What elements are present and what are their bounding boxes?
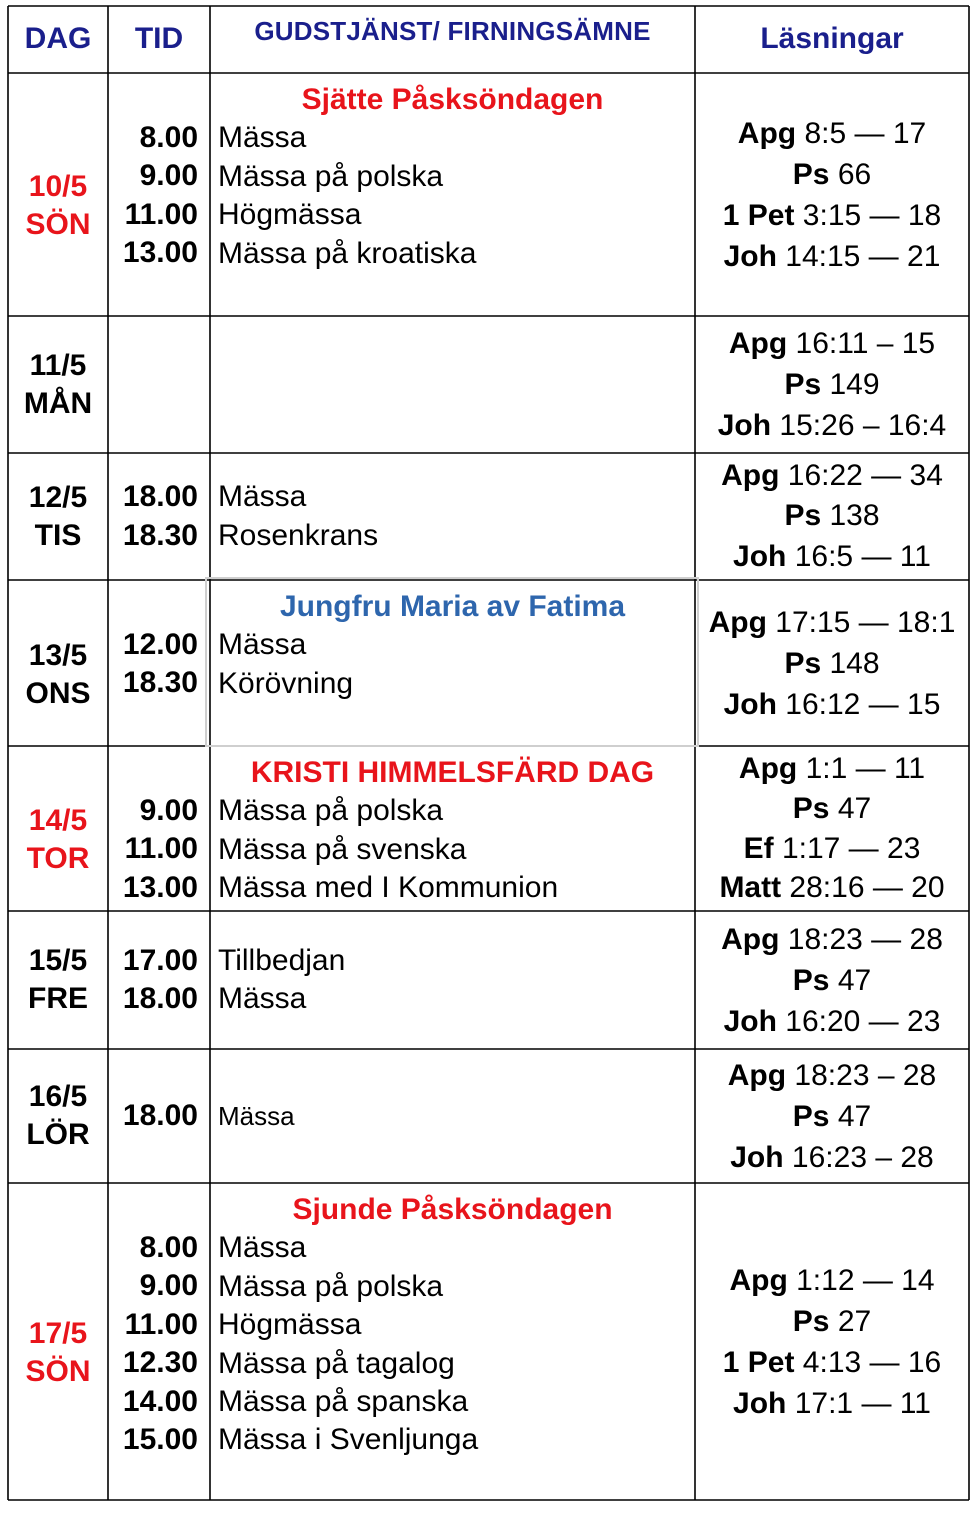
reading-line [739, 749, 925, 789]
day-weekday: FRE [28, 982, 88, 1015]
day-weekday: TIS [34, 518, 82, 552]
service-name: Mässa på kroatiska [218, 236, 477, 270]
service-time: 13.00 [122, 236, 198, 270]
reading-line [724, 236, 941, 277]
service-name: Mässa på polska [218, 1269, 444, 1303]
reading-ref: 16:20 — 23 [776, 1004, 941, 1038]
feast-title: Sjätte Påsksöndagen [301, 83, 604, 116]
service-time: 18.30 [122, 666, 198, 700]
reading-line [721, 456, 943, 496]
reading-line [793, 154, 871, 195]
day-date: 14/5 [28, 804, 88, 837]
reading-book: 1 Pet [722, 1345, 795, 1379]
reading-ref: 149 [821, 368, 880, 401]
readings-cell [695, 453, 969, 580]
day-date: 16/5 [28, 1080, 88, 1113]
service-time: 8.00 [139, 121, 198, 154]
reading-book: Apg [737, 116, 797, 150]
reading-book: Apg [721, 922, 780, 956]
reading-book: Ps [792, 1099, 830, 1133]
header-tid: TID [134, 22, 184, 55]
reading-ref: 1:17 — 23 [773, 831, 921, 865]
reading-book: Ps [792, 963, 830, 997]
reading-line [793, 789, 871, 829]
reading-book: Ps [784, 646, 822, 680]
reading-ref: 17:15 — 18:1 [766, 605, 956, 639]
time-cell [108, 911, 210, 1049]
service-time: 12.00 [122, 628, 198, 661]
day-cell [8, 96, 108, 316]
day-weekday: TOR [26, 842, 90, 875]
service-name: Körövning [218, 666, 354, 700]
header-lasningar: Läsningar [760, 22, 904, 55]
reading-line [719, 868, 944, 908]
reading-ref: 148 [821, 646, 880, 680]
reading-line [733, 537, 931, 577]
service-cell [210, 81, 695, 316]
reading-book: Ef [743, 831, 774, 865]
time-cell [108, 119, 210, 316]
reading-ref: 1:12 — 14 [787, 1263, 935, 1297]
service-name: Mässa på polska [218, 794, 444, 828]
reading-book: Ps [792, 157, 830, 191]
reading-ref: 27 [829, 1304, 872, 1338]
reading-book: Joh [723, 687, 777, 721]
reading-line [723, 195, 941, 236]
reading-book: Apg [738, 752, 798, 785]
service-name: Mässa på tagalog [218, 1346, 455, 1380]
readings-cell [695, 1183, 969, 1500]
day-date: 13/5 [28, 638, 88, 672]
service-time: 18.00 [122, 480, 198, 514]
readings-cell [695, 746, 969, 911]
reading-ref: 47 [829, 1099, 872, 1133]
service-time: 17.00 [122, 943, 198, 977]
service-name: Tillbedjan [218, 943, 346, 977]
feast-title: KRISTI HIMMELSFÄRD DAG [250, 756, 655, 789]
header-gudstjanst: GUDSTJÄNST/ FIRNINGSÄMNE [254, 15, 651, 46]
feast-title: Jungfru Maria av Fatima [279, 590, 626, 623]
day-cell [8, 769, 108, 911]
service-time: 18.30 [122, 518, 198, 552]
service-name: Mässa [218, 480, 307, 514]
day-date: 15/5 [28, 944, 88, 977]
feast-title: Sjunde Påsksöndagen [292, 1193, 613, 1226]
readings-cell [695, 73, 969, 316]
readings-cell [695, 911, 969, 1049]
day-weekday: SÖN [25, 208, 91, 241]
reading-ref: 16:22 — 34 [779, 459, 943, 492]
reading-ref: 16:23 – 28 [783, 1140, 934, 1174]
service-time: 11.00 [124, 1307, 198, 1341]
service-cell [210, 316, 695, 453]
reading-book: Apg [727, 1058, 787, 1092]
day-weekday: SÖN [25, 1355, 91, 1388]
readings-cell [695, 316, 969, 453]
time-cell [108, 316, 210, 453]
service-time: 11.00 [124, 832, 198, 866]
service-name: Mässa på spanska [218, 1385, 469, 1419]
service-cell [210, 1049, 695, 1183]
reading-ref: 18:23 — 28 [779, 922, 943, 956]
service-name: Mässa på svenska [218, 832, 467, 866]
day-weekday: MÅN [23, 386, 93, 420]
day-cell [8, 316, 108, 453]
reading-ref: 8:5 — 17 [796, 116, 927, 150]
reading-line [724, 684, 941, 725]
reading-line [723, 1342, 941, 1383]
service-name: Mässa [218, 628, 307, 662]
time-cell [108, 453, 210, 580]
reading-book: Ps [784, 499, 822, 533]
reading-line [709, 602, 956, 643]
reading-line [744, 829, 921, 869]
reading-book: Ps [792, 791, 830, 825]
time-cell [108, 1229, 210, 1500]
day-cell [8, 603, 108, 746]
service-cell [210, 1191, 695, 1500]
reading-ref: 3:15 — 18 [794, 198, 942, 232]
service-name: Mässa med I Kommunion [218, 871, 559, 905]
reading-ref: 14:15 — 21 [776, 239, 941, 273]
service-time: 8.00 [139, 1231, 198, 1264]
reading-book: Joh [723, 1004, 777, 1038]
reading-ref: 138 [821, 499, 880, 533]
time-cell [108, 626, 210, 746]
day-date: 10/5 [28, 170, 88, 203]
day-date: 11/5 [29, 348, 87, 382]
reading-line [784, 643, 879, 684]
reading-line [729, 1260, 934, 1301]
header-dag: DAG [24, 22, 92, 55]
service-time: 9.00 [139, 794, 198, 827]
service-name: Högmässa [218, 1308, 362, 1342]
day-date: 17/5 [28, 1317, 88, 1350]
service-time: 11.00 [124, 197, 198, 231]
reading-line [724, 1001, 941, 1042]
readings-cell [695, 1049, 969, 1183]
reading-ref: 15:26 – 16:4 [771, 409, 947, 442]
service-time: 18.00 [122, 982, 198, 1015]
reading-ref: 47 [829, 791, 872, 825]
day-cell [8, 453, 108, 580]
service-time: 18.00 [122, 1098, 198, 1132]
reading-line [793, 1096, 871, 1137]
service-time: 14.00 [122, 1384, 198, 1418]
reading-line [718, 405, 947, 446]
reading-line [793, 960, 871, 1001]
reading-book: Joh [730, 1140, 784, 1174]
service-time: 12.30 [122, 1346, 198, 1380]
day-weekday: ONS [25, 676, 91, 710]
time-cell [108, 792, 210, 911]
reading-ref: 16:5 — 11 [786, 539, 931, 573]
reading-ref: 1:1 — 11 [797, 752, 926, 785]
reading-line [728, 1055, 936, 1096]
service-cell [210, 754, 695, 911]
reading-ref: 66 [829, 157, 872, 191]
reading-line [784, 496, 879, 536]
reading-ref: 16:11 – 15 [787, 327, 936, 360]
service-cell [210, 453, 695, 580]
service-name: Mässa på polska [218, 159, 444, 193]
day-weekday: LÖR [26, 1118, 90, 1151]
reading-book: 1 Pet [722, 198, 795, 232]
reading-ref: 16:12 — 15 [776, 687, 941, 721]
day-cell [8, 911, 108, 1049]
service-cell [210, 588, 695, 746]
reading-line [793, 1301, 871, 1342]
reading-book: Ps [784, 368, 822, 401]
reading-book: Apg [721, 459, 780, 492]
service-name: Mässa [218, 1231, 307, 1265]
reading-ref: 47 [829, 963, 872, 997]
reading-ref: 4:13 — 16 [794, 1345, 942, 1379]
reading-book: Apg [729, 1263, 788, 1297]
reading-ref: 18:23 – 28 [786, 1058, 937, 1092]
service-cell [210, 911, 695, 1049]
reading-book: Apg [728, 327, 788, 360]
reading-book: Joh [733, 539, 787, 573]
reading-book: Joh [717, 409, 772, 442]
reading-book: Apg [708, 605, 767, 639]
service-time: 9.00 [139, 159, 198, 193]
reading-book: Matt [719, 871, 782, 905]
service-name: Mässa [218, 982, 307, 1015]
service-name: Mässa i Svenljunga [218, 1423, 479, 1457]
reading-ref: 28:16 — 20 [781, 871, 945, 905]
readings-cell [695, 580, 969, 746]
reading-line [721, 919, 943, 960]
reading-book: Ps [792, 1304, 830, 1338]
service-name: Mässa [218, 121, 307, 155]
reading-ref: 17:1 — 11 [786, 1386, 931, 1420]
reading-line [729, 323, 935, 364]
time-cell [108, 1049, 210, 1183]
reading-book: Joh [723, 239, 777, 273]
service-name: Rosenkrans [218, 518, 379, 552]
service-name: Mässa [218, 1100, 295, 1131]
service-time: 13.00 [122, 870, 198, 904]
service-time: 15.00 [122, 1423, 198, 1457]
service-time: 9.00 [139, 1269, 198, 1303]
day-cell [8, 1049, 108, 1183]
service-name: Högmässa [218, 198, 362, 232]
reading-line [730, 1137, 933, 1178]
reading-line [738, 113, 926, 154]
reading-line [733, 1383, 931, 1424]
day-date: 12/5 [28, 480, 88, 514]
reading-line [784, 364, 879, 405]
day-cell [8, 1206, 108, 1500]
reading-book: Joh [733, 1386, 787, 1420]
